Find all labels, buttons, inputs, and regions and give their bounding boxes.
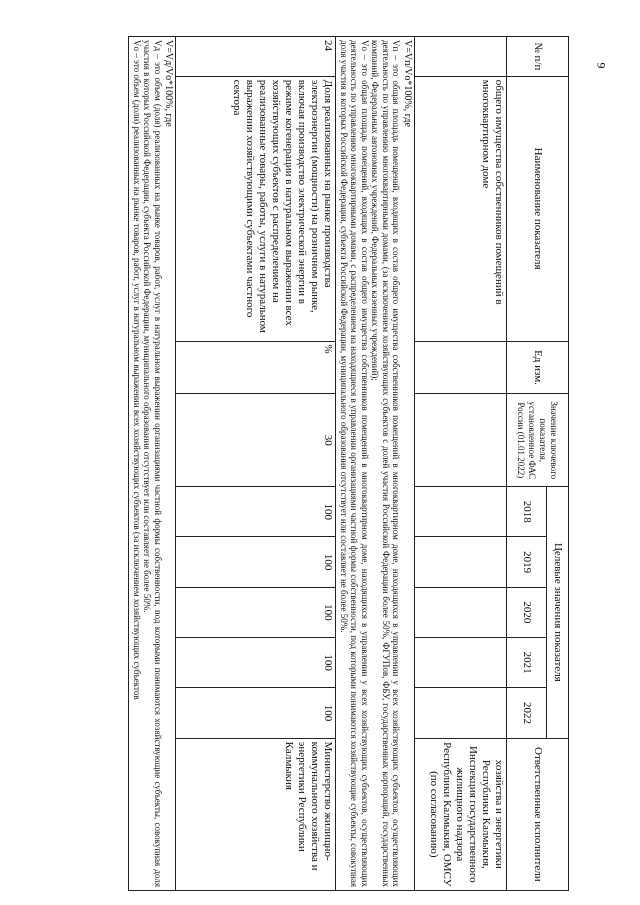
cont-base-cell: [415, 394, 507, 487]
cont-val-cell: [415, 638, 507, 688]
year-header: 2019: [507, 537, 547, 587]
formula-1-title: V=Vп/Vо*100%, где: [402, 40, 413, 127]
cont-val-cell: [415, 688, 507, 738]
row24-name: Доля реализованных на рынке производства электроэнергии (мощности) на розничном рынке, включая производство электрической энергии в режиме когенерации в натуральном выражении всех хозяйствующих субъектов с распределением на реализованные товары, работы, услуги в натуральном выражении хозяйствующими субъектами частного сектора: [176, 76, 336, 341]
year-header: 2021: [507, 638, 547, 688]
row24-val-2022: 100: [176, 688, 336, 738]
formula-2-vd: Vд – это объем (доля) реализованных на рынке товаров, работ, услуг в натуральном выражении организациями частной формы собственности, под которыми понимаются хозяйствующие субъекты, совокупная доля участия в которых Российской Федерации, субъекта Российской Федерации, муниципального образования отсутствует или составляет не более 50%.: [142, 40, 163, 887]
indicator-table: [129, 36, 570, 891]
year-header: 2022: [507, 688, 547, 738]
rotated-page-area: [24, 36, 569, 891]
formula-2-vo: Vо – это объем (доли) реализованных на рынке товаров, работ, услуг в натуральном выражении всех хозяйствующих субъектов (за исключением хозяйствующих субъектов: [132, 40, 142, 700]
row24-unit: %: [176, 341, 336, 394]
page-number: 9: [594, 62, 609, 69]
formula-1-vo: Vо – это общая площадь помещений, входящих в состав общего имущества собственников помещений в многоквартирном доме, находящихся в управлении у всех хозяйствующих субъектов, осуществляющих деятельность по управлению многоквартирными домами, с распределением на находящиеся в управлении организациями частной формы собственности, под которыми понимаются хозяйствующие субъекты, совокупная доля участия в которых Российской Федерации, субъекта Российской Федерации, муниципального образования отсутствует или составляет не более 50%.: [339, 40, 370, 887]
cont-unit-cell: [415, 341, 507, 394]
cont-num-cell: [415, 37, 507, 77]
row24-num: 24: [176, 37, 336, 77]
cont-val-cell: [415, 537, 507, 587]
row24-val-2020: 100: [176, 587, 336, 637]
row24-base: 30: [176, 394, 336, 487]
cont-val-cell: [415, 587, 507, 637]
col-num-header: № п/п: [507, 37, 569, 77]
indicator-table-container: [24, 36, 569, 891]
row24-resp: Министерство жилищно-коммунального хозяйства и энергетики Республики Калмыкия: [176, 738, 336, 890]
formula-2-block: [129, 37, 176, 891]
col-unit-header: Ед изм.: [507, 341, 569, 394]
col-name-header: Наименование показателя: [507, 76, 569, 341]
row24-val-2019: 100: [176, 537, 336, 587]
year-header: 2020: [507, 587, 547, 637]
col-resp-header: Ответственные исполнители: [507, 738, 569, 890]
formula-2-title: V=Vд/Vо*100%, где: [163, 40, 175, 127]
cont-val-cell: [415, 487, 507, 537]
cont-name-cell: общего имущества собственников помещений в многоквартирном доме: [415, 76, 507, 341]
year-header: 2018: [507, 487, 547, 537]
row24-val-2021: 100: [176, 638, 336, 688]
col-base-header: Значение ключевого показателя, установленное ФАС России (01.01.2022): [507, 394, 569, 487]
col-targets-header: Целевые значения показателя: [547, 487, 569, 739]
cont-resp-cell: хозяйства и энергетики Республики Калмыкия, Инспекция государственного жилищного надзора Республики Калмыкия, ОМСУ (по согласованию): [415, 738, 507, 890]
formula-1-block: [336, 37, 415, 891]
formula-1-vp: Vп – это общая площадь помещений, входящих в состав общего имущества собственников помещений в многоквартирном доме, находящихся в управлении у всех хозяйствующих субъектов, осуществляющих деятельность по управлению многоквартирными домами, (за исключением хозяйствующих субъектов с долей участия Российской Федерации более 50%, ФГУПов, ФБУ, государственных корпораций, государственных компаний, Федеральных автономных учреждений, Федеральных казенных учреждений);: [370, 40, 402, 887]
row24-val-2018: 100: [176, 487, 336, 537]
